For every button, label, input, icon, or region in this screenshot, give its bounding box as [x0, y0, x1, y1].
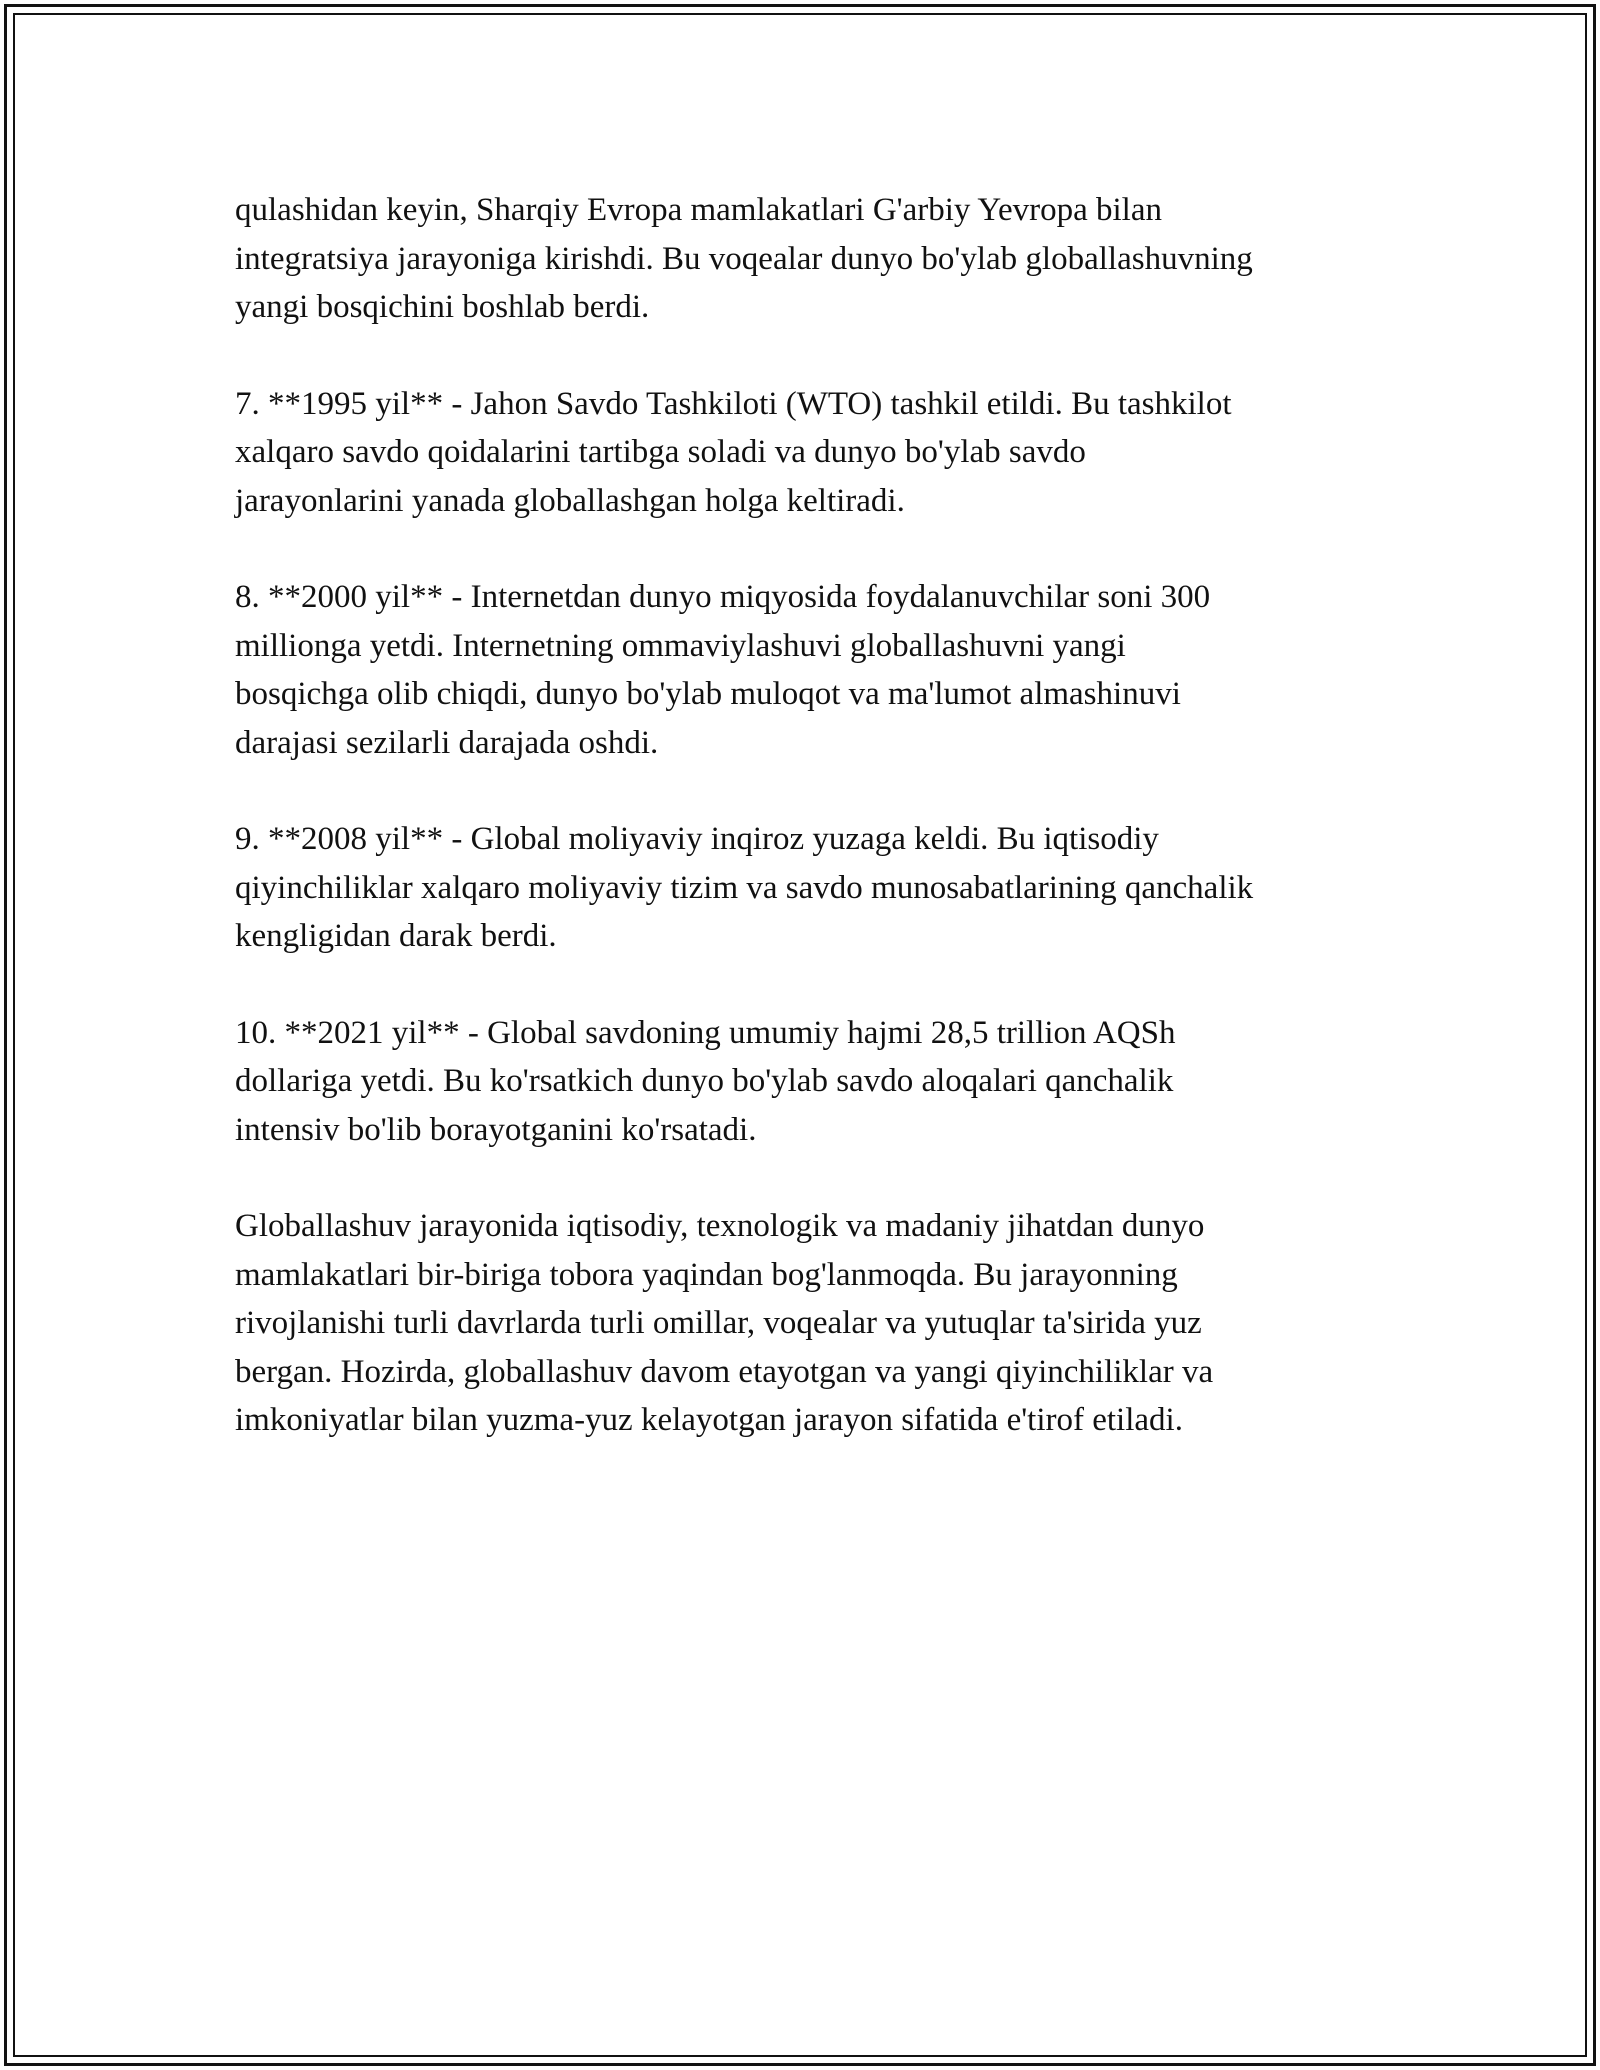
paragraph-item-7: 7. **1995 yil** - Jahon Savdo Tashkiloti (WTO) tashkil etildi. Bu tashkilot xalqaro savdo qoidalarini tartibga soladi va dunyo bo'ylab savdo jarayonlarini yanada globallashgan holga keltiradi.	[235, 385, 1232, 519]
paragraph-item-10: 10. **2021 yil** - Global savdoning umumiy hajmi 28,5 trillion AQSh dollariga yetdi. Bu ko'rsatkich dunyo bo'ylab savdo aloqalari qanchalik intensiv bo'lib borayotganini ko'rsatadi.	[235, 1014, 1176, 1148]
paragraph-intro-continuation: qulashidan keyin, Sharqiy Evropa mamlakatlari G'arbiy Yevropa bilan integratsiya jarayoniga kirishdi. Bu voqealar dunyo bo'ylab globallashuvning yangi bosqichini boshlab berdi.	[235, 192, 1253, 325]
paragraph-item-8: 8. **2000 yil** - Internetdan dunyo miqyosida foydalanuvchilar soni 300 millionga yetdi. Internetning ommaviylashuvi globallashuvni yangi bosqichga olib chiqdi, dunyo bo'ylab muloqot va ma'lumot almashinuvi darajasi sezilarli darajada oshdi.	[235, 579, 1211, 761]
document-body	[235, 186, 1395, 1493]
paragraph-conclusion: Globallashuv jarayonida iqtisodiy, texnologik va madaniy jihatdan dunyo mamlakatlari bir-biriga tobora yaqindan bog'lanmoqda. Bu jarayonning rivojlanishi turli davrlarda turli omillar, voqealar va yutuqlar ta'sirida yuz bergan. Hozirda, globallashuv davom etayotgan va yangi qiyinchiliklar va imkoniyatlar bilan yuzma-yuz kelayotgan jarayon sifatida e'tirof etiladi.	[235, 1208, 1214, 1438]
paragraph-item-9: 9. **2008 yil** - Global moliyaviy inqiroz yuzaga keldi. Bu iqtisodiy qiyinchiliklar xalqaro moliyaviy tizim va savdo munosabatlarining qanchalik kengligidan darak berdi.	[235, 821, 1254, 954]
